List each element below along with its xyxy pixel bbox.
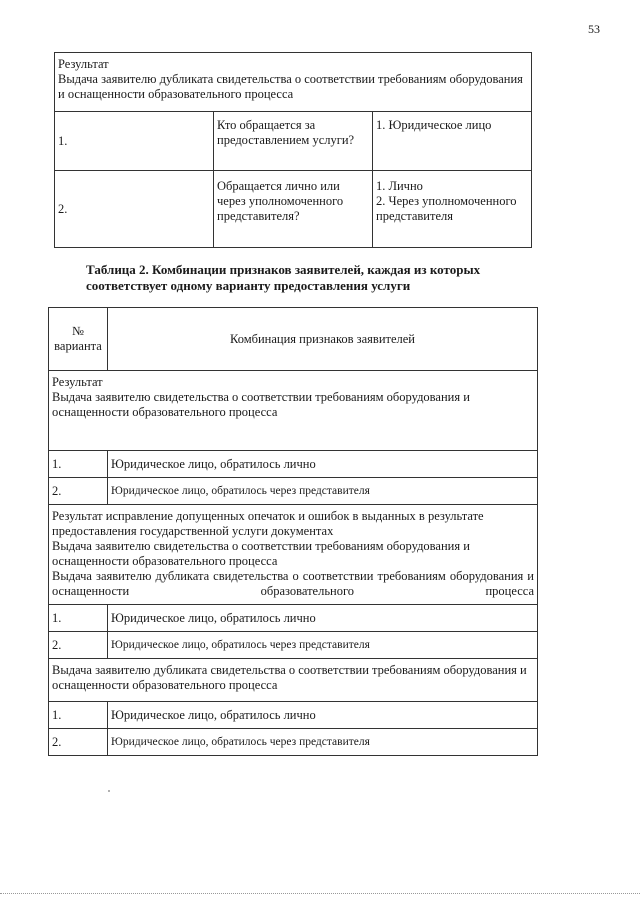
table-row	[49, 632, 538, 659]
variant-number: 1.	[49, 605, 108, 632]
result-cell	[55, 53, 532, 112]
variant-combination: Юридическое лицо, обратилось лично	[108, 605, 538, 632]
answer-cell	[373, 171, 532, 248]
applicant-questions-table	[54, 52, 532, 248]
table-header-row	[49, 308, 538, 371]
table-row	[49, 451, 538, 478]
header-variant-number: № варианта	[49, 308, 108, 371]
result-text: Выдача заявителю дубликата свидетельства о соответствии требованиям оборудования и оснащенности образовательного процесса	[58, 72, 523, 101]
row-number: 1.	[55, 112, 214, 171]
result-text: Выдача заявителю дубликата свидетельства о соответствии требованиям оборудования и оснащенности образовательного процесса	[52, 569, 534, 598]
variant-combination: Юридическое лицо, обратилось через представителя	[108, 632, 538, 659]
result-text: Выдача заявителю свидетельства о соответствии требованиям оборудования и оснащенности образовательного процесса	[52, 539, 470, 568]
row-number: 2.	[55, 171, 214, 248]
variant-number: 2.	[49, 729, 108, 756]
variant-combination: Юридическое лицо, обратилось через представителя	[108, 478, 538, 505]
variant-number: 1.	[49, 702, 108, 729]
header-combination: Комбинация признаков заявителей	[108, 308, 538, 371]
variant-combination: Юридическое лицо, обратилось лично	[108, 451, 538, 478]
answer-option: 1. Юридическое лицо	[376, 118, 492, 132]
result-text: Результат исправление допущенных опечаток и ошибок в выданных в результате предоставления государственной услуги документах	[52, 509, 484, 538]
variant-combination: Юридическое лицо, обратилось через представителя	[108, 729, 538, 756]
applicant-combinations-table	[48, 307, 538, 756]
result-group-3	[49, 659, 538, 702]
table-title: Таблица 2. Комбинации признаков заявителей, каждая из которых соответствует одному варианту предоставления услуги	[86, 262, 481, 293]
table-row	[55, 171, 532, 248]
question-cell: Кто обращается за предоставлением услуги?	[214, 112, 373, 171]
table-row	[55, 112, 532, 171]
answer-option: 1. Лично	[376, 179, 423, 193]
variant-number: 2.	[49, 632, 108, 659]
variant-number: 1.	[49, 451, 108, 478]
variant-number: 2.	[49, 478, 108, 505]
answer-cell	[373, 112, 532, 171]
result-group-2	[49, 505, 538, 605]
table-row	[49, 605, 538, 632]
result-text: Выдача заявителю дубликата свидетельства о соответствии требованиям оборудования и оснащенности образовательного процесса	[52, 663, 527, 692]
question-cell: Обращается лично или через уполномоченного представителя?	[214, 171, 373, 248]
result-label: Результат	[52, 375, 103, 389]
scan-speck	[108, 790, 110, 792]
result-label: Результат	[58, 57, 109, 71]
scan-edge-line	[0, 893, 640, 894]
table-row	[49, 729, 538, 756]
answer-option: 2. Через уполномоченного представителя	[376, 194, 517, 223]
table-row	[49, 702, 538, 729]
variant-combination: Юридическое лицо, обратилось лично	[108, 702, 538, 729]
result-group-1	[49, 371, 538, 451]
page-number: 53	[588, 22, 600, 36]
result-text: Выдача заявителю свидетельства о соответствии требованиям оборудования и оснащенности образовательного процесса	[52, 390, 470, 419]
table-row	[49, 478, 538, 505]
